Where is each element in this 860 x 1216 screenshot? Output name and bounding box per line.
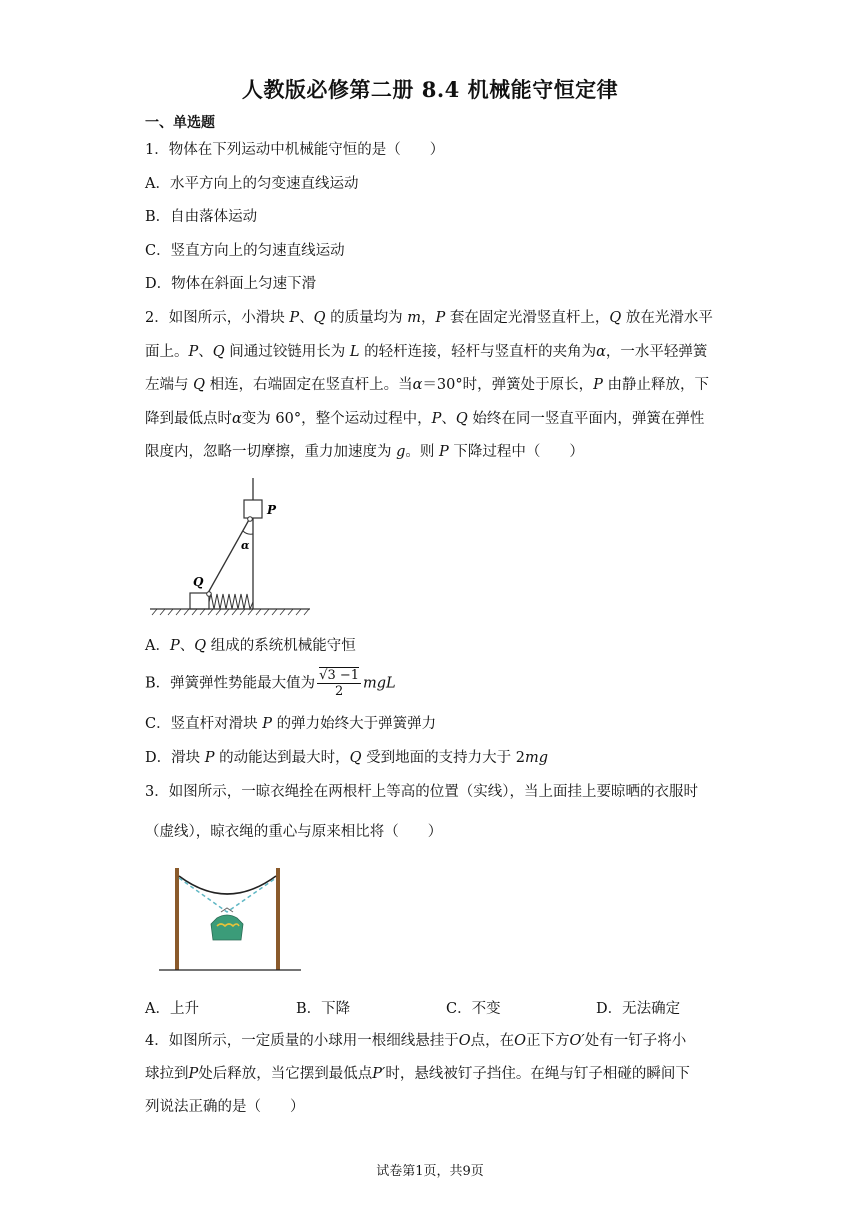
q1-option-d: D．物体在斜面上匀速下滑 [145,276,317,292]
text-segment: 、 [299,310,314,326]
text-segment: 处有一钉子将小 [584,1033,687,1049]
text-segment: C．竖直杆对滑块 [145,716,263,732]
text-segment: 组成的系统机械能守恒 [206,638,356,654]
math-variable: O [514,1033,527,1049]
math-variable: P [289,310,300,326]
math-variable: m [407,310,421,326]
fig-label-q: Q [193,575,204,589]
text-segment: 间通过铰链用长为 [224,344,350,360]
math-variable: Q [455,411,468,427]
math-variable: α [232,411,242,427]
page-footer: 试卷第1页，共9页 [376,1164,484,1179]
q4-stem-line-1 [145,1031,686,1051]
q3-stem-line-2: （虚线），晾衣绳的重心与原来相比将（ ） [145,824,443,840]
text-segment: 正下方 [526,1033,570,1049]
math-variable: P [188,344,199,360]
math-variable: P [188,1066,199,1082]
math-variable: Q [313,310,326,326]
math-variable: P [439,444,449,460]
q2-option-a [145,636,356,656]
text-segment: 降到最低点时 [145,411,232,427]
text-segment: 面上。 [145,344,189,360]
math-variable: P [169,638,180,654]
text-segment: 点，在 [470,1033,515,1049]
text-segment: 由静止释放，下 [602,377,709,393]
text-segment: ，一水平轻弹簧 [605,344,708,360]
text-segment: 放在光滑水平 [621,310,713,326]
math-variable: Q [349,750,362,766]
math-variable: O [458,1033,471,1049]
text-segment: 2．如图所示，小滑块 [145,310,290,326]
text-segment: 的动能达到最大时， [214,750,350,766]
fig-label-p: P [267,503,277,517]
math-variable: Q [609,310,622,326]
text-segment: 、 [441,411,456,427]
text-segment: 受到地面的支持力大于 2 [361,750,525,766]
text-segment: 的轻杆连接，轻杆与竖直杆的夹角为 [359,344,597,360]
math-variable: P [593,377,603,393]
text-segment: 球拉到 [145,1066,189,1082]
math-variable: Q [212,344,225,360]
q4-stem-line-2 [145,1064,690,1084]
q2-stem-line-4 [145,409,704,429]
q2-option-b-text: B．弹簧弹性势能最大值为 [145,675,316,692]
q2-stem-line-2 [145,342,707,362]
section-heading: 一、单选题 [145,115,215,131]
math-variable: P [204,750,215,766]
q3-option-b: B．下降 [296,1001,351,1017]
text-segment: D．滑块 [145,750,205,766]
math-variable: Q [194,638,207,654]
q2-stem-line-3 [145,375,709,395]
math-variable: P [435,310,446,326]
q4-stem-line-3 [145,1097,305,1117]
math-variable: mg [524,750,548,766]
text-segment: ＝30°时，弹簧处于原长， [422,377,594,393]
text-segment: 始终在同一竖直平面内，弹簧在弹性 [467,411,705,427]
text-segment: 的弹力始终大于弹簧弹力 [271,716,437,732]
q1-stem: 1．物体在下列运动中机械能守恒的是（ ） [145,142,445,158]
math-variable: Q [193,377,205,393]
text-segment: A． [145,638,170,654]
text-segment: 限度内，忽略一切摩擦，重力加速度为 [145,444,397,460]
q3-option-c: C．不变 [446,1001,501,1017]
q2-option-d [145,748,548,768]
q3-figure-clothesline [155,862,305,972]
page-title: 人教版必修第二册 8.4 机械能守恒定律 [241,77,619,102]
fraction-denominator: 2 [334,684,344,699]
math-variable: O′ [569,1033,585,1049]
text-segment: 4．如图所示，一定质量的小球用一根细线悬挂于 [145,1033,459,1049]
text-segment: 左端与 [145,377,194,393]
q3-stem-line-1: 3．如图所示，一晾衣绳拴在两根杆上等高的位置（实线），当上面挂上要晾晒的衣服时 [145,784,698,800]
text-segment: 、 [198,344,213,360]
text-segment: 变为 60°，整个运动过程中， [241,411,432,427]
q2-stem-line-1 [145,308,713,328]
math-variable: α [412,377,423,393]
q3-option-a: A．上升 [145,1001,199,1017]
q1-option-c: C．竖直方向上的匀速直线运动 [145,243,345,259]
text-segment: 套在固定光滑竖直杆上， [445,310,610,326]
text-segment: 相连，右端固定在竖直杆上。当 [205,377,413,393]
fig-label-alpha: α [241,539,250,552]
text-segment: 处后释放，当它摆到最低点 [198,1066,373,1082]
text-segment: 时，悬线被钉子挡住。在绳与钉子相碰的瞬间下 [385,1066,690,1082]
text-segment: 、 [179,638,195,654]
fraction-numerator: √3 −1 [319,668,360,683]
q2-stem-line-5 [145,442,584,462]
text-segment: 。则 [405,444,440,460]
math-variable: g [396,444,406,460]
text-segment: 列说法正确的是（ ） [145,1099,305,1115]
math-variable: P′ [372,1066,386,1082]
math-variable: L [349,344,360,360]
math-variable: P [262,716,272,732]
text-segment: ， [420,310,436,326]
q2-figure-slider-rod [140,476,320,621]
q2-option-c [145,714,436,734]
q2-option-b-fraction [317,668,361,699]
math-variable: α [596,344,606,360]
q1-option-b: B．自由落体运动 [145,209,258,225]
text-segment: 的质量均为 [325,310,408,326]
q2-option-b-unit: mgL [363,675,396,692]
q2-option-b [145,668,396,699]
text-segment: 下降过程中（ ） [448,444,584,460]
math-variable: P [431,411,442,427]
q1-option-a: A．水平方向上的匀变速直线运动 [145,176,359,192]
q3-option-d: D．无法确定 [596,1001,681,1017]
